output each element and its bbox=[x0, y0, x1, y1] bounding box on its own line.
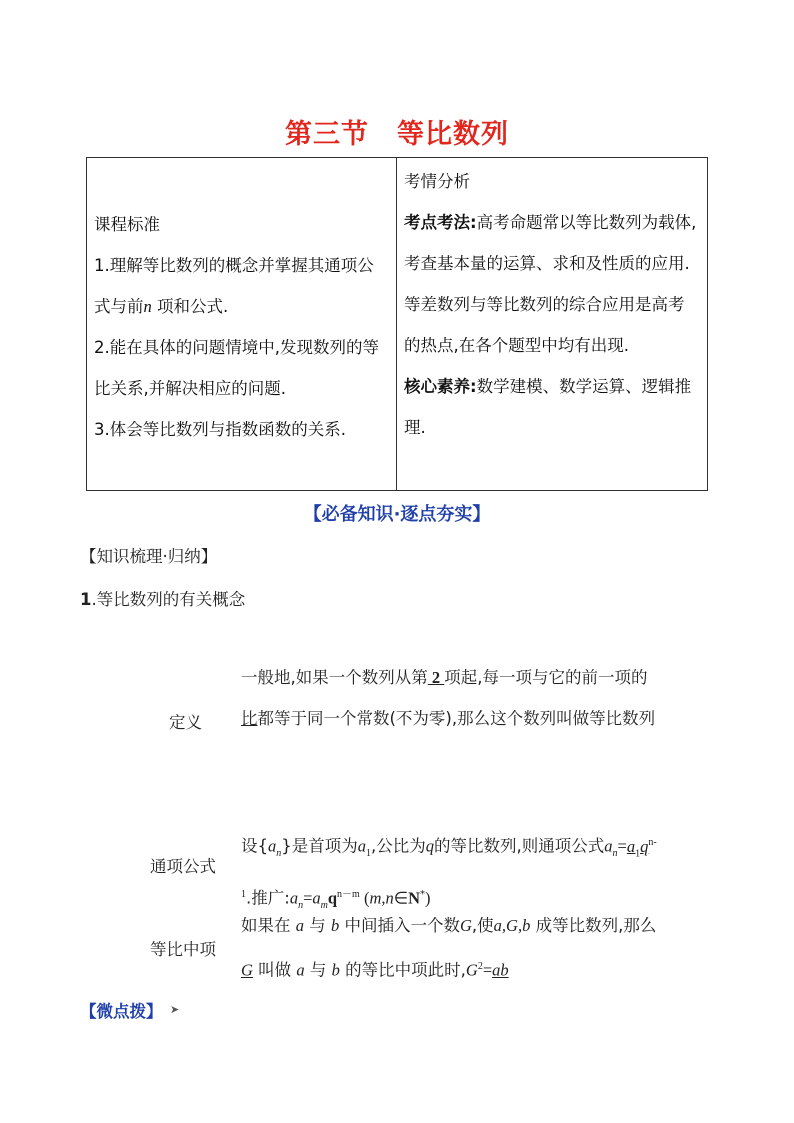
standards-heading: 课程标准 bbox=[94, 215, 160, 234]
geometric-mean-label: 等比中项 bbox=[150, 940, 216, 959]
standard-item-3: 3.体会等比数列与指数函数的关系. bbox=[94, 420, 346, 439]
arrow-icon: ➤ bbox=[170, 1003, 180, 1016]
item-heading: 1.等比数列的有关概念 bbox=[80, 590, 246, 609]
section-heading: 【必备知识·逐点夯实】 bbox=[303, 504, 491, 525]
tip-heading: 【微点拨】 bbox=[80, 1002, 163, 1021]
standard-item-2: 2.能在具体的问题情境中,发现数列的等比关系,并解决相应的问题. bbox=[94, 338, 379, 398]
definition-text: 一般地,如果一个数列从第 2 项起,每一项与它的前一项的比都等于同一个常数(不为零),那么这个数列叫做等比数列 bbox=[241, 668, 656, 728]
standard-item-1: 1.理解等比数列的概念并掌握其通项公式与前n 项和公式. bbox=[94, 256, 374, 316]
analysis-method: 考点考法:高考命题常以等比数列为载体,考查基本量的运算、求和及性质的应用.等差数列与等比数列的综合应用是高考的热点,在各个题型中均有出现. bbox=[404, 213, 697, 355]
page-title: 第三节 等比数列 bbox=[285, 119, 509, 150]
general-term-text: 设$\{a_n\}$是首项为$a_1$,公比为q的等比数列,则通项公式$a_n=a_1q^{n-1}$.推广$:a_n=a_mq^{n-m}$ (m,n∈N*) bbox=[241, 836, 657, 911]
analysis-heading: 考情分析 bbox=[404, 172, 470, 191]
geometric-mean-text: 如果在 a 与 b 中间插入一个数G,使a,G,b 成等比数列,那么 G 叫做 a 与 b 的等比中项此时$,G^2=ab$ bbox=[241, 916, 657, 980]
subsection-heading: 【知识梳理·归纳】 bbox=[80, 547, 218, 566]
analysis-cell bbox=[397, 158, 708, 491]
analysis-literacy: 核心素养:数学建模、数学运算、逻辑推理. bbox=[404, 377, 692, 437]
general-term-label: 通项公式 bbox=[150, 857, 216, 876]
standards-analysis-table bbox=[86, 157, 708, 491]
course-standards-cell bbox=[87, 158, 397, 491]
definition-label: 定义 bbox=[169, 713, 202, 732]
